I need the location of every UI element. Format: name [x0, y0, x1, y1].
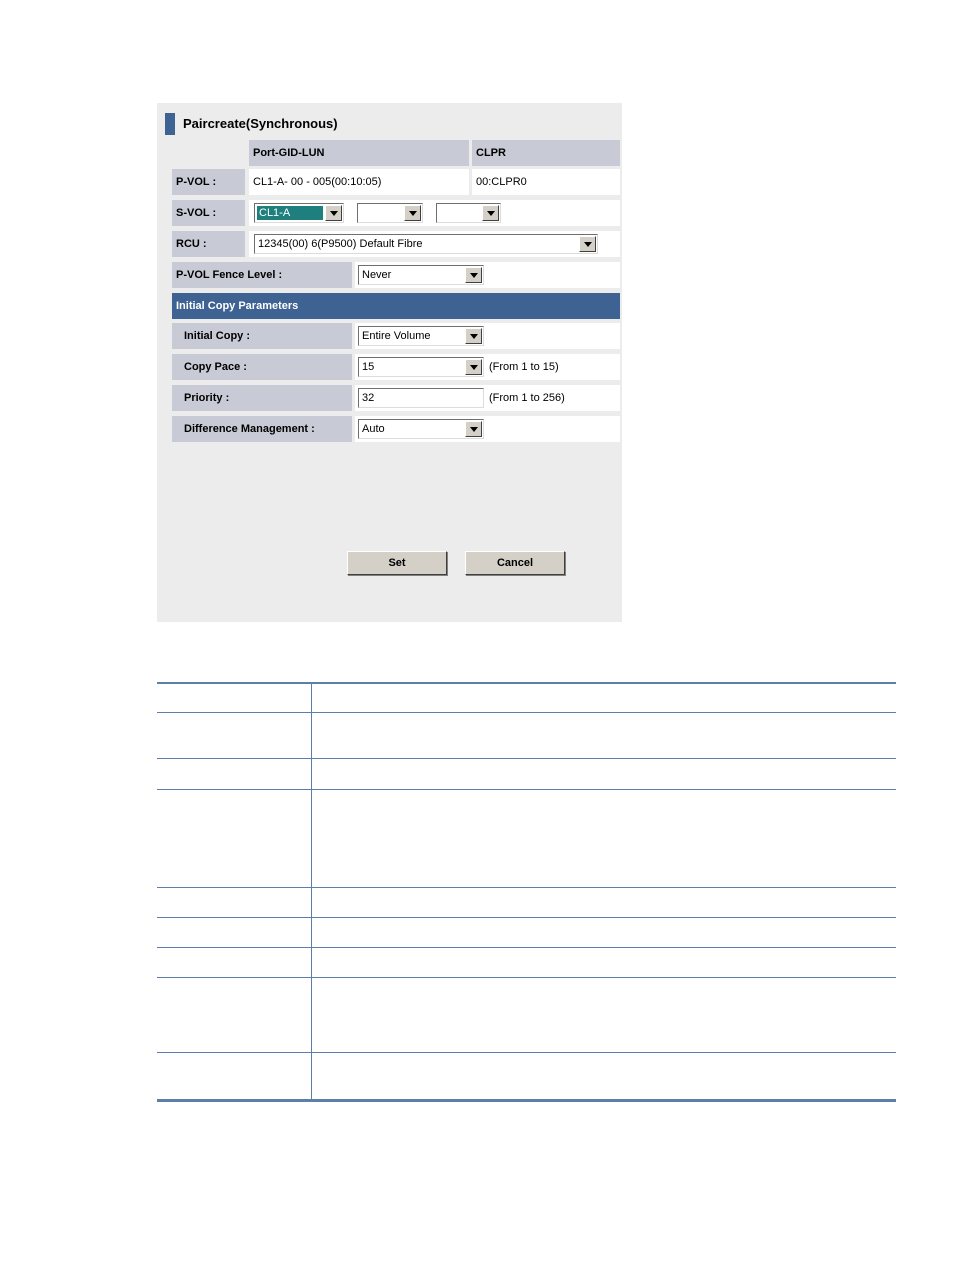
- initial-copy-select[interactable]: [358, 326, 484, 346]
- svol-port-select[interactable]: [254, 203, 344, 223]
- cancel-button[interactable]: Cancel: [465, 551, 565, 575]
- copy-pace-value: 15: [362, 361, 375, 373]
- chevron-down-icon: [325, 205, 342, 221]
- fence-level-select[interactable]: [358, 265, 484, 285]
- fence-level-label: P-VOL Fence Level :: [172, 262, 352, 288]
- initial-copy-parameters-header: Initial Copy Parameters: [172, 293, 620, 319]
- initial-copy-label: Initial Copy :: [172, 323, 352, 349]
- table-row-divider: [157, 947, 896, 948]
- column-header-clpr: CLPR: [472, 140, 620, 166]
- priority-input[interactable]: [358, 388, 484, 408]
- fence-level-value: Never: [362, 269, 392, 281]
- priority-label: Priority :: [172, 385, 352, 411]
- rcu-value: 12345(00) 6(P9500) Default Fibre: [258, 238, 423, 250]
- table-row-divider: [157, 758, 896, 759]
- copy-pace-range: (From 1 to 15): [489, 361, 559, 373]
- copy-pace-select[interactable]: [358, 357, 484, 377]
- chevron-down-icon: [482, 205, 499, 221]
- column-header-port-gid-lun: Port-GID-LUN: [249, 140, 469, 166]
- chevron-down-icon: [465, 328, 482, 344]
- table-row-divider: [157, 917, 896, 918]
- svol-gid-select[interactable]: [357, 203, 423, 223]
- pvol-label: P-VOL :: [172, 169, 245, 195]
- table-column-divider: [311, 682, 312, 1101]
- set-button[interactable]: Set: [347, 551, 447, 575]
- table-row-divider: [157, 977, 896, 978]
- table-row-divider: [157, 712, 896, 713]
- chevron-down-icon: [465, 359, 482, 375]
- table-bottom-rule: [157, 1099, 896, 1102]
- dialog-title: Paircreate(Synchronous): [183, 116, 338, 131]
- svol-lun-select[interactable]: [436, 203, 501, 223]
- pvol-port-gid-lun: CL1-A- 00 - 005(00:10:05): [249, 169, 469, 195]
- difference-management-label: Difference Management :: [172, 416, 352, 442]
- title-marker: [165, 113, 175, 135]
- table-row-divider: [157, 789, 896, 790]
- table-row-divider: [157, 887, 896, 888]
- priority-range: (From 1 to 256): [489, 392, 565, 404]
- table-row-divider: [157, 1052, 896, 1053]
- svol-label: S-VOL :: [172, 200, 245, 226]
- paircreate-dialog: [157, 103, 622, 622]
- difference-management-value: Auto: [362, 423, 385, 435]
- rcu-label: RCU :: [172, 231, 245, 257]
- svol-port-value: CL1-A: [257, 206, 323, 220]
- chevron-down-icon: [404, 205, 421, 221]
- initial-copy-value: Entire Volume: [362, 330, 431, 342]
- pvol-clpr: 00:CLPR0: [472, 169, 620, 195]
- table-top-rule: [157, 682, 896, 684]
- chevron-down-icon: [579, 236, 596, 252]
- chevron-down-icon: [465, 421, 482, 437]
- difference-management-select[interactable]: [358, 419, 484, 439]
- rcu-select[interactable]: [254, 234, 598, 254]
- priority-value: 32: [362, 392, 375, 404]
- chevron-down-icon: [465, 267, 482, 283]
- copy-pace-label: Copy Pace :: [172, 354, 352, 380]
